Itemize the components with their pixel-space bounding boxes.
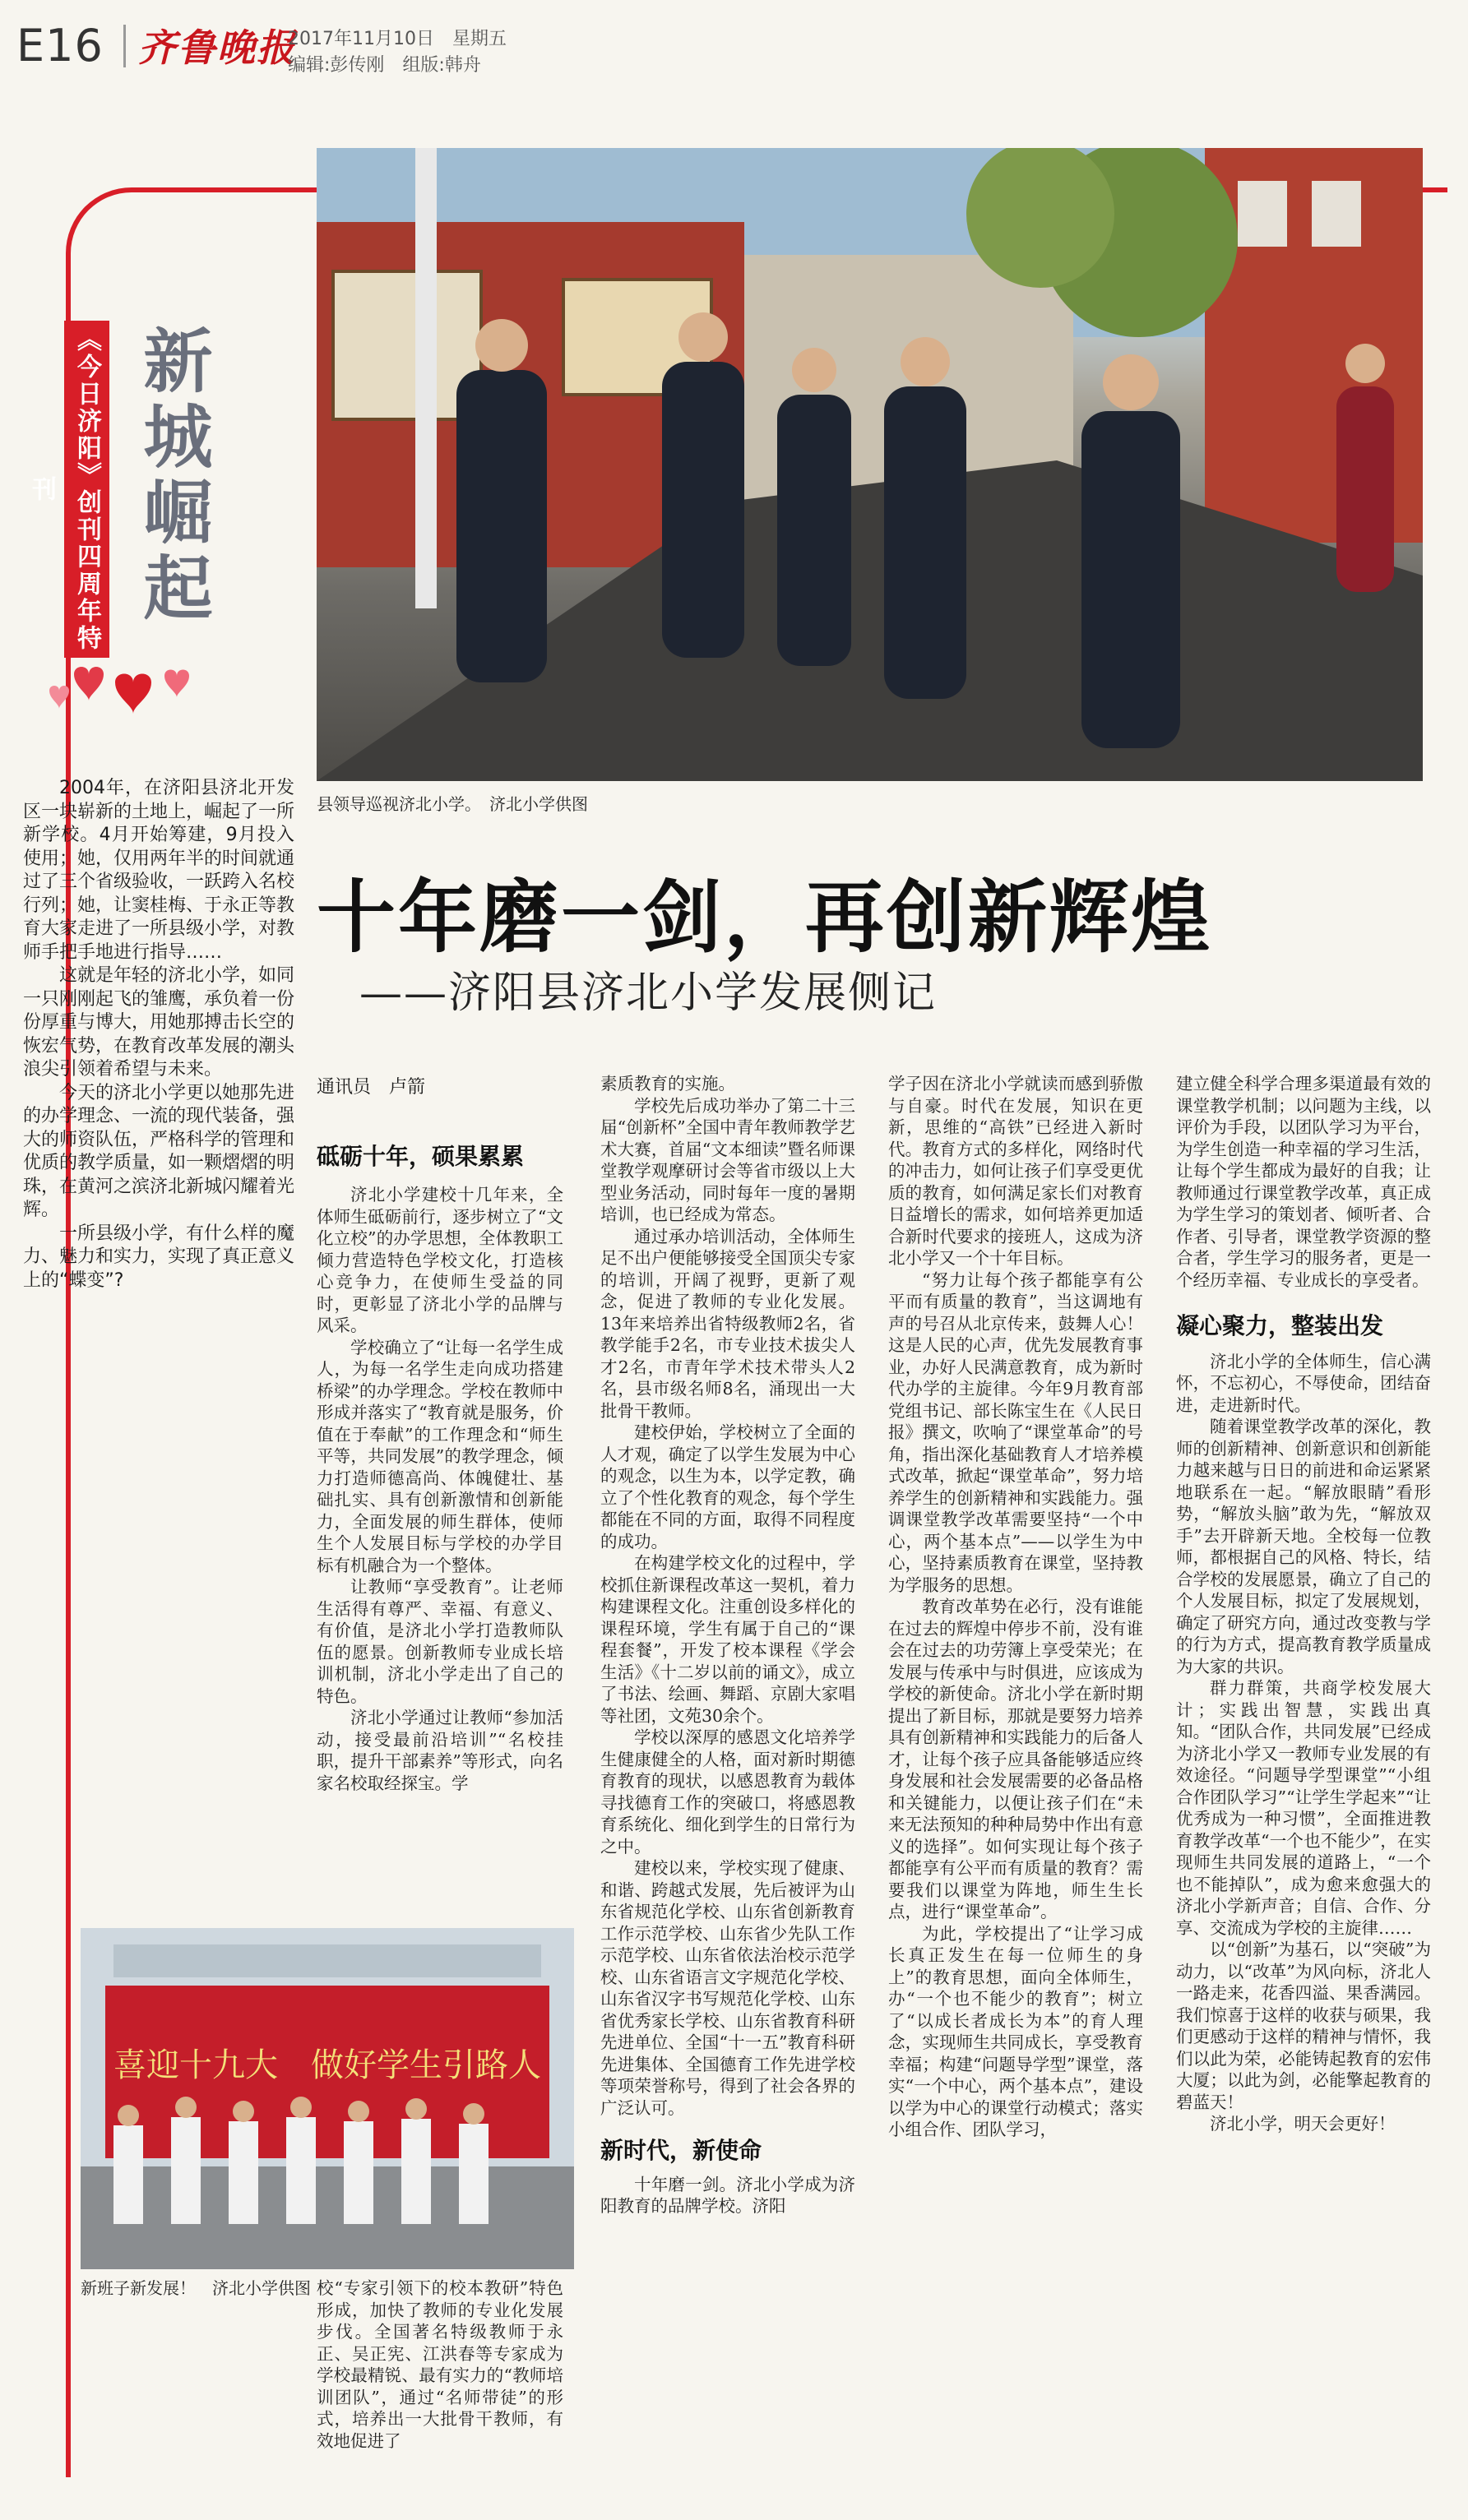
author-byline: 通讯员 卢箭	[317, 1077, 426, 1098]
body-paragraph: 为此，学校提出了“让学习成长真正发生在每一位师生的身上”的教育思想，面向全体师生，办“一个也不能少的教育”；树立了“以成长者成长为本”的育人理念，实现师生共同成长，享受教育幸福；构建“问题导学型”课堂，落实“一个中心，两个基本点”，建设以学为中心的课堂行动模式；落实小组合作、团队学习，	[888, 1923, 1143, 2139]
article-column-3	[888, 1073, 1143, 2141]
body-paragraph: 济北小学，明天会更好！	[1210, 2114, 1396, 2134]
body-paragraph: 学子因在济北小学就读而感到骄傲与自豪。时代在发展，知识在更新，思维的“高铁”已经进入新时代。教育方式的多样化，网络时代的冲击力，如何让孩子们享受更优质的教育，如何满足家长们对教育日益增长的需求，如何培养更加适合新时代要求的接班人，这成为济北小学又一个十年目标。	[888, 1074, 1143, 1268]
ceremony-illustration	[81, 1928, 574, 2269]
article-subheadline: ——济阳县济北小学发展侧记	[359, 969, 938, 1018]
body-paragraph: 以“创新”为基石，以“突破”为动力，以“改革”为风向标，济北人一路走来，花香四溢、果香满园。我们惊喜于这样的收获与硕果，我们更感动于这样的精神与情怀，我们以此为荣，必能铸起教育的宏伟大厦；以此为剑，必能擎起教育的碧蓝天！	[1176, 1940, 1431, 2112]
page-header	[0, 0, 1468, 82]
newspaper-name: 齐鲁晚报	[138, 25, 296, 70]
ceremony-photo	[81, 1928, 574, 2269]
intro-paragraph: 一所县级小学，有什么样的魔力、魅力和实力，实现了真正意义上的“蝶变”?	[23, 1223, 295, 1291]
body-paragraph: “努力让每个孩子都能享有公平而有质量的教育”，当这调地有声的号召从北京传来，鼓舞人心！这是人民的心声，优先发展教育事业，办好人民满意教育，成为新时代办学的主旋律。今年9月教育部党组书记、部长陈宝生在《人民日报》撰文，吹响了“课堂革命”的号角，指出深化基础教育人才培养模式改革，掀起“课堂革命”，努力培养学生的创新精神和实践能力。强调课堂教学改革需要坚持“一个中心，两个基本点”——以学生为中心，坚持素质教育在课堂，坚持教为学服务的思想。	[888, 1269, 1143, 1595]
article-column-1	[317, 1184, 563, 1794]
body-paragraph: 校“专家引领下的校本教研”特色形成，加快了教师的专业化发展步伐。全国著名特级教师于永正、吴正宪、江洪春等专家成为学校最精锐、最有实力的“教师培训团队”，通过“名师带徒”的形式，培养出一大批骨干教师，有效地促进了	[317, 2278, 563, 2451]
editor-credit: 编辑:彭传刚 组版:韩舟	[288, 55, 481, 76]
body-paragraph: 让教师“享受教育”。让老师生活得有尊严、幸福、有意义、有价值，是济北小学打造教师队伍的愿景。创新教师专业成长培训机制，济北小学走出了自己的特色。	[317, 1577, 563, 1706]
article-headline: 十年磨一剑，再创新辉煌	[317, 872, 1212, 964]
intro-paragraph: 这就是年轻的济北小学，如同一只刚刚起飞的雏鹰，承负着一份份厚重与博大，用她那搏击长空的恢宏气势，在教育改革发展的潮头浪尖引领着希望与未来。	[23, 965, 295, 1080]
body-paragraph: 在构建学校文化的过程中，学校抓住新课程改革这一契机，着力构建课程文化。注重创设多样化的课程环境，学生有属于自己的“课程套餐”，开发了校本课程《学会生活》《十二岁以前的诵文》，成立了书法、绘画、舞蹈、京剧大家唱等社团，文苑30余个。	[600, 1553, 855, 1726]
body-paragraph: 学校以深厚的感恩文化培养学生健康健全的人格，面对新时期德育教育的现状，以感恩教育为载体寻找德育工作的突破口，将感恩教育系统化、细化到学生的日常行为之中。	[600, 1727, 855, 1856]
body-paragraph: 济北小学通过让教师“参加活动，接受最前沿培训”“名校挂职，提升干部素养”等形式，向名家名校取经探宝。学	[317, 1708, 563, 1793]
section-title: 凝心聚力，整装出发	[1176, 1312, 1384, 1339]
intro-paragraph: 今天的济北小学更以她那先进的办学理念、一流的现代装备，强大的师资队伍，严格科学的管理和优质的教学质量，如一颗熠熠的明珠，在黄河之滨济北新城闪耀着光辉。	[23, 1082, 295, 1220]
body-paragraph: 群力群策，共商学校发展大计；实践出智慧，实践出真知。“团队合作，共同发展”已经成为济北小学又一教师专业发展的有效途径。“问题导学型课堂”“小组合作团队学习”“让学生学起来”“让优秀成为一种习惯”，全面推进教育教学改革“一个也不能少”，在实现师生共同发展的道路上，“一个也不能掉队”，成为愈来愈强大的济北小学新声音；自信、合作、分享、交流成为学校的主旋律……	[1176, 1678, 1431, 1938]
article-column-1-cont	[317, 2277, 563, 2452]
section-title: 新时代，新使命	[600, 2137, 762, 2164]
body-paragraph: 建校伊始，学校树立了全面的人才观，确定了以学生发展为中心的观念，以生为本，以学定教，确立了个性化教育的观念，每个学生都能在不同的方面，取得不同程度的成功。	[600, 1422, 855, 1551]
body-paragraph: 通过承办培训活动，全体师生足不出户便能够接受全国顶尖专家的培训，开阔了视野，更新了观念，促进了教师的专业化发展。13年来培养出省特级教师2名，省教学能手2名，市专业技术拔尖人才2名，市青年学术技术带头人2名，县市级名师8名，涌现出一大批骨干教师。	[600, 1226, 855, 1421]
intro-column	[23, 777, 294, 1292]
body-paragraph: 随着课堂教学改革的深化，教师的创新精神、创新意识和创新能力越来越与日日的前进和命运紧紧地联系在一起。“解放眼睛”看形势，“解放头脑”敢为先，“解放双手”去开辟新天地。全校每一位教师，都根据自己的风格、特长，结合学校的发展愿景，确立了自己的个人发展目标，拟定了发展规划，确定了研究方向，通过改变教与学的行为方式，提高教育教学质量成为大家的共识。	[1176, 1417, 1431, 1676]
hearts-decoration	[41, 650, 222, 724]
body-paragraph: 建立健全科学合理多渠道最有效的课堂教学机制；以问题为主线，以评价为手段，以团队学习为平台，为学生创造一种幸福的学习生活，让每个学生都成为最好的自我；让教师通过行课堂教学改革，真正成为学生学习的策划者、倾听者、合作者、引导者，课堂教学资源的整合者，学生学习的服务者，更是一个经历幸福、专业成长的享受者。	[1176, 1074, 1431, 1290]
photo-illustration	[317, 148, 1423, 781]
body-paragraph: 素质教育的实施。	[600, 1074, 735, 1094]
header-divider	[123, 25, 126, 67]
section-title: 砥砺十年，硕果累累	[317, 1143, 525, 1170]
body-paragraph: 建校以来，学校实现了健康、和谐、跨越式发展，先后被评为山东省规范化学校、山东省创新教育工作示范学校、山东省少先队工作示范学校、山东省依法治校示范学校、山东省语言文字规范化学校、山东省汉字书写规范化学校、山东省优秀家长学校、山东省教育科研先进单位、全国“十一五”教育科研先进集体、全国德育工作先进学校等项荣誉称号，得到了社会各界的广泛认可。	[600, 1858, 855, 2118]
photo-caption: 县领导巡视济北小学。 济北小学供图	[317, 794, 588, 814]
body-paragraph: 学校先后成功举办了第二十三届“创新杯”全国中青年教师教学艺术大赛，首届“文本细读”暨名师课堂教学观摩研讨会等省市级以上大型业务活动，同时每年一度的暑期培训，也已经成为常态。	[600, 1095, 855, 1224]
article-column-2	[600, 1073, 855, 2217]
body-paragraph: 学校确立了“让每一名学生成人，为每一名学生走向成功搭建桥梁”的办学理念。学校在教师中形成并落实了“教育就是服务，价值在于奉献”的工作理念和“师生平等，共同发展”的教学理念，倾力打造师德高尚、体魄健壮、基础扎实、具有创新激情和创新能力，全面发展的师生群体，使师生个人发展目标与学校的办学目标有机融合为一个整体。	[317, 1337, 563, 1575]
page-number: E16	[16, 20, 104, 72]
main-photo	[317, 148, 1423, 781]
intro-paragraph: 2004年，在济阳县济北开发区一块崭新的土地上，崛起了一所新学校。4月开始筹建，9月投入使用；她，仅用两年半的时间就通过了三个省级验收，一跃跨入名校行列；她，让窦桂梅、于永正等教育大家走进了一所县级小学，对教师手把手地进行指导……	[23, 778, 295, 963]
article-column-4	[1176, 1073, 1431, 2135]
body-paragraph: 济北小学建校十几年来，全体师生砥砺前行，逐步树立了“文化立校”的办学思想，全体教职工倾力营造特色学校文化，打造核心竞争力，在使师生受益的同时，更彰显了济北小学的品牌与风采。	[317, 1185, 563, 1335]
issue-date: 2017年11月10日 星期五	[288, 29, 507, 49]
ceremony-photo-caption: 新班子新发展！ 济北小学供图	[81, 2278, 311, 2298]
body-paragraph: 十年磨一剑。济北小学成为济阳教育的品牌学校。济阳	[600, 2174, 855, 2216]
special-issue-banner: 《今日济阳》创刊四周年特刊	[64, 321, 109, 658]
ceremony-banner-text: 喜迎十九大 做好学生引路人	[113, 2046, 541, 2084]
body-paragraph: 济北小学的全体师生，信心满怀，不忘初心，不辱使命，团结奋进，走进新时代。	[1176, 1351, 1431, 1415]
column-title: 新城崛起	[132, 325, 214, 627]
body-paragraph: 教育改革势在必行，没有谁能在过去的辉煌中停步不前，没有谁会在过去的功劳簿上享受荣光；在发展与传承中与时俱进，应该成为学校的新使命。济北小学在新时期提出了新目标，那就是要努力培养具有创新精神和实践能力的后备人才，让每个孩子应具备能够适应终身发展和社会发展需要的必备品格和关键能力，以便让孩子们在“未来无法预知的种种局势中作出有意义的选择”。如何实现让每个孩子都能享有公平而有质量的教育？需要我们以课堂为阵地，师生生长点，进行“课堂革命”。	[888, 1597, 1143, 1921]
